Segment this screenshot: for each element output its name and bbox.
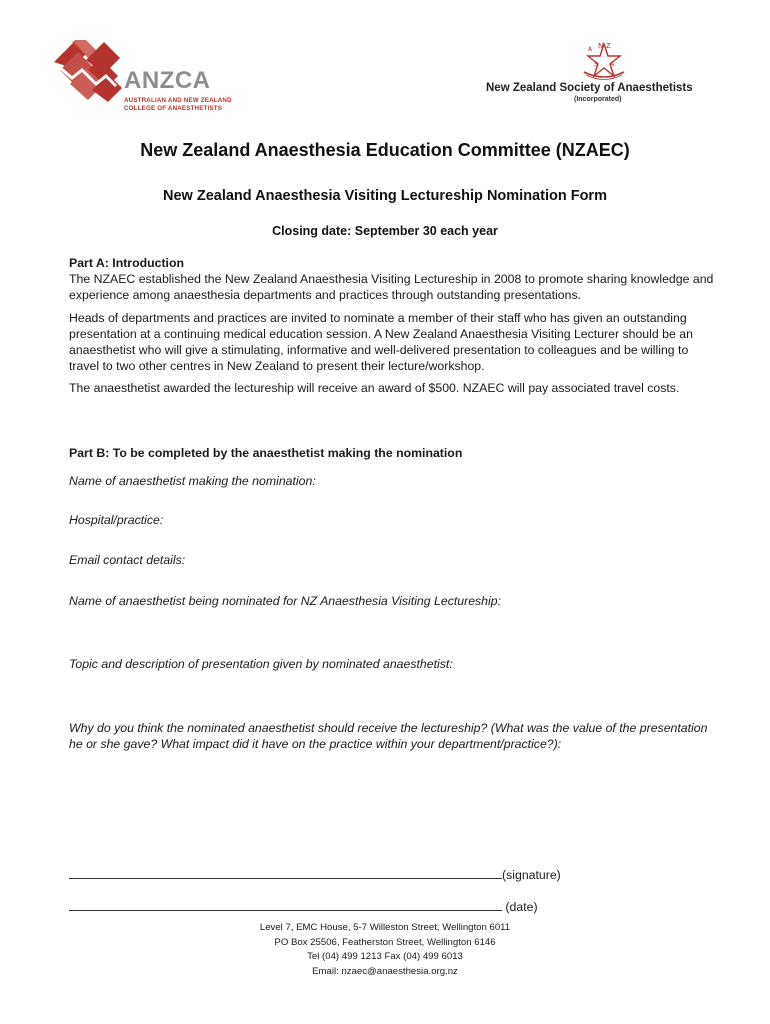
why-nominate-label: Why do you think the nominated anaesthetist should receive the lectureship? (What was the value of the presentation he or she gave? What impact did it have on the practice within your department/practice?): bbox=[69, 721, 708, 752]
footer-line-3: Tel (04) 499 1213 Fax (04) 499 6013 bbox=[307, 951, 463, 963]
part-a-section bbox=[69, 255, 719, 397]
footer-line-2: PO Box 25506, Featherston Street, Wellington 6146 bbox=[274, 936, 496, 948]
anzca-logo-subtitle bbox=[124, 97, 232, 113]
svg-text:N: N bbox=[598, 42, 604, 50]
date-label: (date) bbox=[502, 900, 538, 914]
svg-text:A: A bbox=[610, 61, 615, 68]
date-row bbox=[69, 899, 538, 914]
footer-line-4: Email: nzaec@anaesthesia.org.nz bbox=[312, 965, 458, 977]
signature-row bbox=[69, 867, 561, 882]
part-a-heading: Part A: Introduction bbox=[69, 256, 184, 270]
part-b-heading: Part B: To be completed by the anaesthetist making the nomination bbox=[69, 446, 463, 460]
anzca-subtitle-line2: COLLEGE OF ANAESTHETISTS bbox=[124, 105, 223, 112]
document-title: New Zealand Anaesthesia Education Committee (NZAEC) bbox=[140, 140, 630, 160]
part-a-paragraph-1: The NZAEC established the New Zealand Anaesthesia Visiting Lectureship in 2008 to promote sharing knowledge and experience among anaesthesia departments and practices through outstanding presentations. bbox=[69, 272, 714, 303]
svg-text:Z: Z bbox=[606, 42, 611, 50]
footer-address bbox=[0, 921, 770, 979]
svg-text:A: A bbox=[588, 46, 593, 53]
nzsa-incorporated: (Incorporated) bbox=[574, 96, 622, 103]
closing-date: Closing date: September 30 each year bbox=[272, 224, 498, 238]
signature-label: (signature) bbox=[502, 868, 561, 882]
form-title: New Zealand Anaesthesia Visiting Lectureship Nomination Form bbox=[163, 188, 607, 204]
anzca-subtitle-line1: AUSTRALIAN AND NEW ZEALAND bbox=[124, 97, 232, 104]
part-a-paragraph-2: Heads of departments and practices are invited to nominate a member of their staff who has given an outstanding presentation at a continuing medical education session. A New Zealand Anaesthesia Visiting Lecturer should be an anaesthetist who will give a stimulating, informative and well-delivered presentation to colleagues and be willing to travel to two other centres in New Zealand to present their lecture/workshop. bbox=[69, 310, 693, 374]
footer-line-1: Level 7, EMC House, 5-7 Willeston Street, Wellington 6011 bbox=[259, 922, 511, 933]
signature-line[interactable] bbox=[69, 867, 502, 879]
anzca-logo-text: ANZCA bbox=[124, 67, 211, 94]
nominator-name-label: Name of anaesthetist making the nomination: bbox=[69, 474, 316, 488]
hospital-practice-label: Hospital/practice: bbox=[69, 513, 164, 527]
nzsa-seal-icon bbox=[578, 38, 630, 82]
date-line[interactable] bbox=[69, 899, 502, 911]
svg-text:S: S bbox=[594, 61, 598, 68]
email-contact-label: Email contact details: bbox=[69, 553, 186, 567]
topic-description-label: Topic and description of presentation given by nominated anaesthetist: bbox=[69, 657, 453, 671]
nzsa-name: New Zealand Society of Anaesthetists bbox=[486, 82, 693, 94]
part-a-paragraph-3: The anaesthetist awarded the lectureship will receive an award of $500. NZAEC will pay associated travel costs. bbox=[69, 381, 680, 396]
nominee-name-label: Name of anaesthetist being nominated for NZ Anaesthesia Visiting Lectureship: bbox=[69, 594, 502, 608]
